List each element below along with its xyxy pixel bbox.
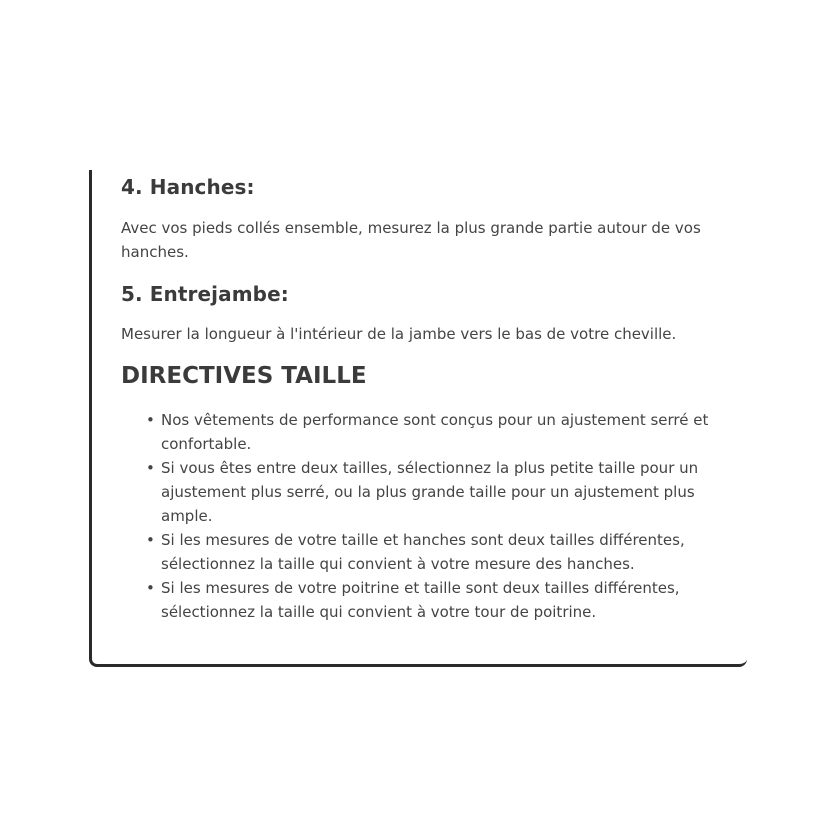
list-item-text: Si les mesures de votre taille et hanches sont deux tailles différentes, sélectionnez la taille qui convient à votre mesure des hanches.: [161, 531, 685, 573]
list-item: [146, 408, 716, 456]
list-item: [146, 456, 716, 528]
inseam-instructions: Mesurer la longueur à l'intérieur de la jambe vers le bas de votre cheville.: [121, 325, 677, 343]
bullet-icon: •: [146, 531, 155, 549]
bullet-icon: •: [146, 579, 155, 597]
list-item: [146, 576, 716, 624]
hips-instructions: Avec vos pieds collés ensemble, mesurez la plus grande partie autour de vos hanches.: [121, 219, 701, 261]
list-item-text: Si les mesures de votre poitrine et taille sont deux tailles différentes, sélectionnez la taille qui convient à votre tour de poitrine.: [161, 579, 680, 621]
list-item-text: Nos vêtements de performance sont conçus pour un ajustement serré et confortable.: [161, 411, 709, 453]
size-guidelines-list: [121, 408, 716, 624]
inseam-heading: 5. Entrejambe:: [121, 282, 289, 306]
list-item-text: Si vous êtes entre deux tailles, sélectionnez la plus petite taille pour un ajustement plus serré, ou la plus grande taille pour un ajustement plus ample.: [161, 459, 699, 525]
bullet-icon: •: [146, 411, 155, 429]
size-guide-panel: [89, 170, 747, 667]
size-guidelines-title: DIRECTIVES TAILLE: [121, 363, 367, 389]
list-item: [146, 528, 716, 576]
hips-heading: 4. Hanches:: [121, 175, 255, 199]
bullet-icon: •: [146, 459, 155, 477]
